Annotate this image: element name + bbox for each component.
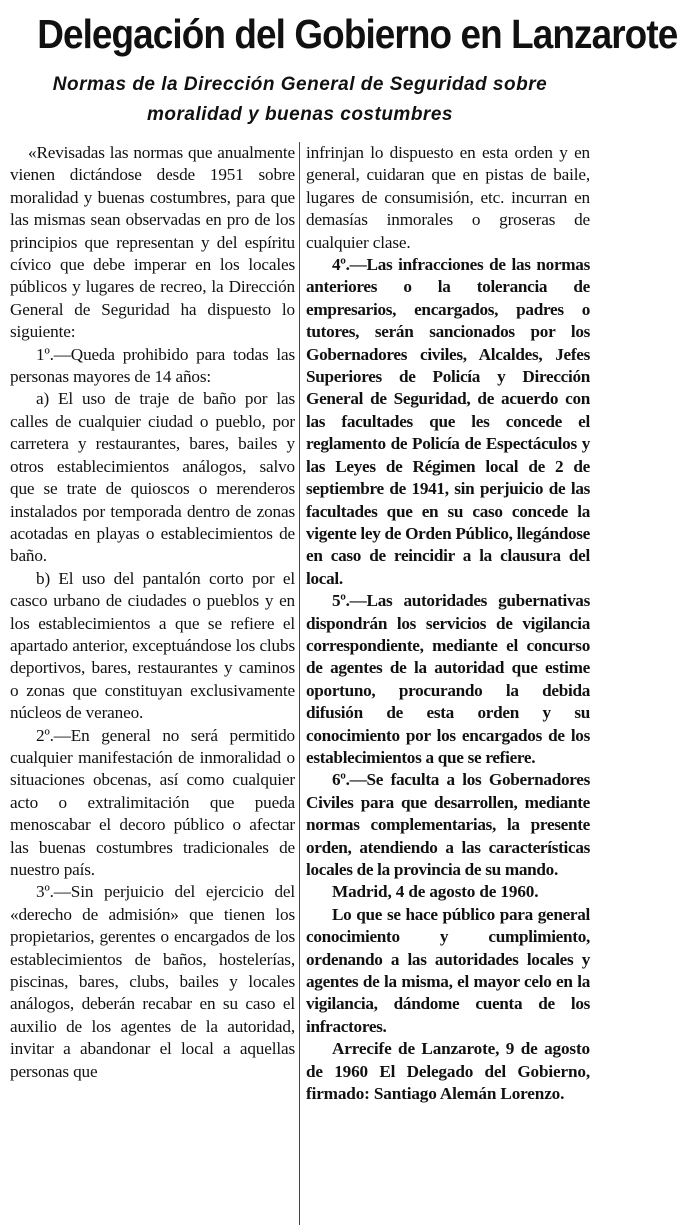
subheadline-line-2: moralidad y buenas costumbres [147, 104, 453, 125]
paragraph-article-1: 1º.—Queda prohibido para todas las personas mayores de 14 años: [10, 344, 295, 387]
paragraph-article-6: 6º.—Se faculta a los Gobernadores Civiles para que desarrollen, mediante normas complementarias, la presente orden, atendiendo a las características locales de la provincia de su mando. [306, 770, 590, 879]
paragraph-article-2: 2º.—En general no será permitido cualquier manifestación de inmoralidad o situaciones obcenas, así como cualquier acto o extralimitación que pueda menoscabar el decoro público o afectar las buenas costumbres tradicionales de nuestro país. [10, 725, 295, 879]
article-columns [10, 142, 590, 1225]
right-column [300, 142, 590, 1225]
subheadline-line-1: Normas de la Dirección General de Seguridad sobre [52, 74, 548, 95]
left-column [10, 142, 300, 1225]
paragraph-intro: «Revisadas las normas que anualmente vienen dictándose desde 1951 sobre moralidad y buenas costumbres, para que las mismas sean observadas en pro de los principios que representan y del espíritu cívico que debe imperar en los locales públicos y lugares de recreo, la Dirección General de Seguridad ha dispuesto lo siguiente: [10, 143, 295, 342]
paragraph-article-5: 5º.—Las autoridades gubernativas dispondrán los servicios de vigilancia correspondiente, mediante el concurso de agentes de la autoridad que estime oportuno, procurando la debida difusión de esta orden y su conocimiento por los encargados de los establecimientos a que se refiere. [306, 591, 590, 767]
paragraph-publication-notice: Lo que se hace público para general conocimiento y cumplimiento, ordenando a las autoridades locales y agentes de la misma, el mayor celo en la vigilancia, dándome cuenta de los infractores. [306, 904, 590, 1036]
dateline-madrid: Madrid, 4 de agosto de 1960. [332, 882, 539, 902]
paragraph-article-1b: b) El uso del pantalón corto por el casco urbano de ciudades o pueblos y en los establecimientos a que se refiere el apartado anterior, exceptuándose los clubs deportivos, bares, restaurantes y caminos o zonas que constituyan exclusivamente núcleos de veraneo. [10, 568, 295, 723]
paragraph-article-1a: a) El uso de traje de baño por las calles de cualquier ciudad o pueblo, por carretera y restaurantes, bares, bailes y otros establecimientos análogos, salvo que se trate de quioscos o merenderos instalados por temporada dentro de zonas acotadas en playas o establecimientos de baño. [10, 389, 295, 566]
subheadline [8, 70, 592, 130]
paragraph-article-3-continued: infrinjan lo dispuesto en esta orden y en general, cuidaran que en pistas de baile, lugares de consumisión, etc. incurran en demasías inmorales o groseras de cualquier clase. [306, 143, 590, 252]
signature-block: Arrecife de Lanzarote, 9 de agosto de 1960 El Delegado del Gobierno, firmado: Santiago Alemán Lorenzo. [306, 1039, 590, 1104]
paragraph-article-3: 3º.—Sin perjuicio del ejercicio del «derecho de admisión» que tienen los propietarios, gerentes o encargados de los establecimientos de baños, hostelerías, piscinas, bares, clubs, bailes y locales análogos, deberán recabar en su caso el auxilio de los agentes de la autoridad, invitar a abandonar el local a aquellas personas que [10, 882, 295, 1081]
paragraph-article-4: 4º.—Las infracciones de las normas anteriores o la tolerancia de empresarios, encargados, padres o tutores, serán sancionados por los Gobernadores civiles, Alcaldes, Jefes Superiores de Policía y Dirección General de Seguridad, de acuerdo con las facultades que les concede el reglamento de Policía de Espectáculos y las Leyes de Régimen local de 2 de septiembre de 1941, sin perjuicio de las facultades que en su caso concede la vigente ley de Orden Público, llegándose en caso de reincidir a la clausura del local. [306, 255, 590, 588]
headline: Delegación del Gobierno en Lanzarote [37, 11, 677, 57]
